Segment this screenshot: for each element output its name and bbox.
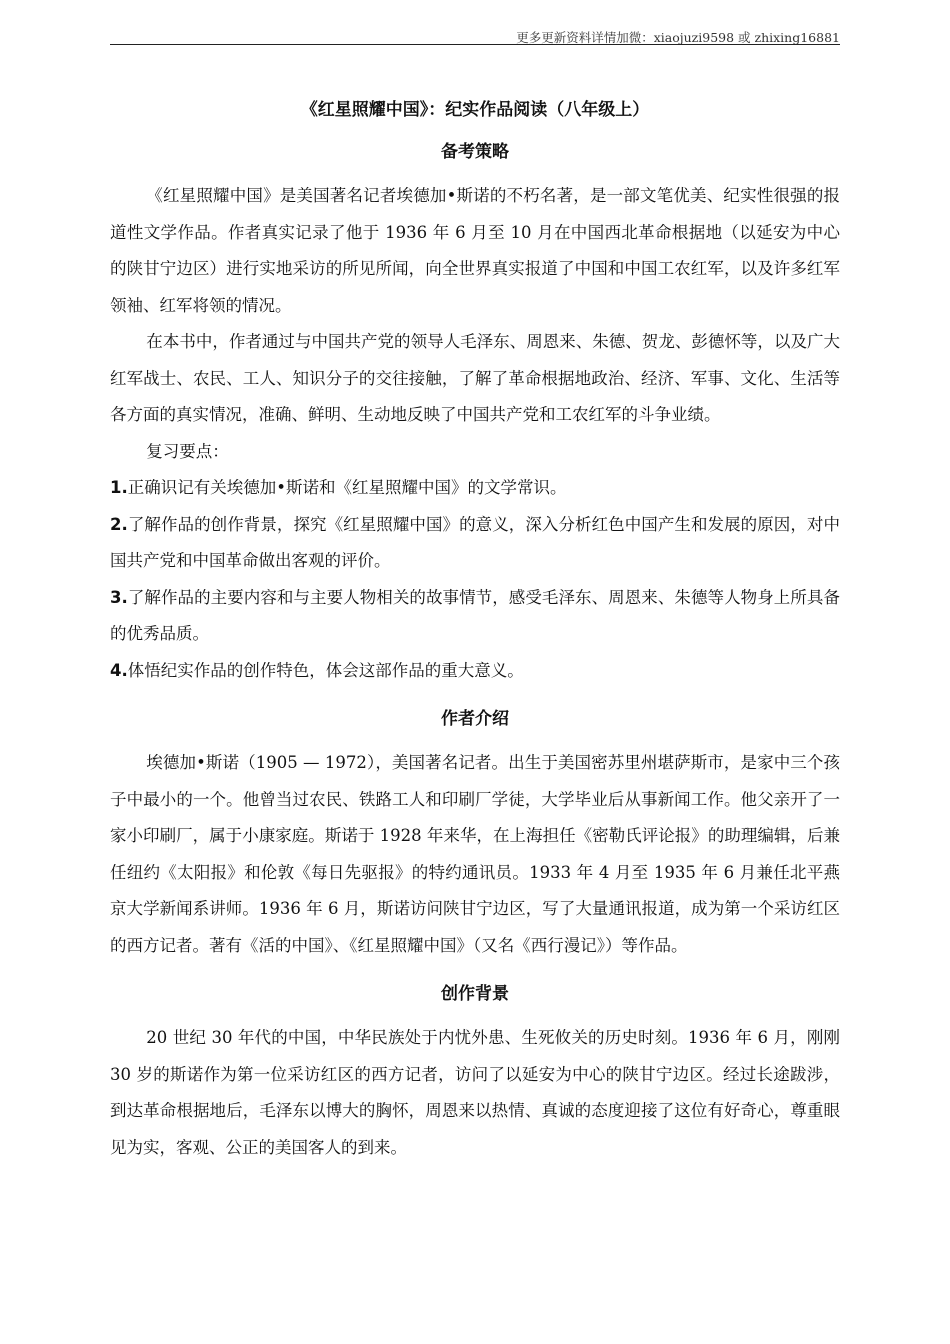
section-heading-strategy: 备考策略	[441, 142, 509, 162]
review-point-1	[110, 470, 840, 507]
review-point-text: 了解作品的主要内容和与主要人物相关的故事情节，感受毛泽东、周恩来、朱德等人物身上所具备的优秀品质。	[110, 587, 840, 643]
review-point-2	[110, 507, 840, 580]
review-point-number: 1.	[110, 478, 128, 497]
header-contact-text: 更多更新资料详情加微：xiaojuzi9598 或 zhixing16881	[516, 30, 840, 45]
review-point-number: 2.	[110, 514, 128, 534]
review-point-number: 3.	[110, 587, 128, 607]
background-paragraph: 20 世纪 30 年代的中国，中华民族处于内忧外患、生死攸关的历史时刻。1936 年 6 月，刚刚 30 岁的斯诺作为第一位采访红区的西方记者，访问了以延安为中心的陕甘宁边区。经过长途跋涉，到达革命根据地后，毛泽东以博大的胸怀，周恩来以热情、真诚的态度迎接了这位有好奇心，尊重眼见为实，客观、公正的美国客人的到来。	[110, 1028, 840, 1157]
author-paragraph: 埃德加•斯诺（1905 — 1972），美国著名记者。出生于美国密苏里州堪萨斯市，是家中三个孩子中最小的一个。他曾当过农民、铁路工人和印刷厂学徒，大学毕业后从事新闻工作。他父亲开了一家小印刷厂，属于小康家庭。斯诺于 1928 年来华，在上海担任《密勒氏评论报》的助理编辑，后兼任纽约《太阳报》和伦敦《每日先驱报》的特约通讯员。1933 年 4 月至 1935 年 6 月兼任北平燕京大学新闻系讲师。1936 年 6 月，斯诺访问陕甘宁边区，写了大量通讯报道，成为第一个采访红区的西方记者。著有《活的中国》、《红星照耀中国》（又名《西行漫记》）等作品。	[110, 753, 840, 955]
review-point-number: 4.	[110, 660, 128, 680]
review-point-text: 了解作品的创作背景，探究《红星照耀中国》的意义，深入分析红色中国产生和发展的原因，对中国共产党和中国革命做出客观的评价。	[110, 514, 840, 570]
document-title: 《红星照耀中国》：纪实作品阅读（八年级上）	[300, 100, 650, 120]
section-heading-background: 创作背景	[441, 984, 509, 1004]
strategy-paragraph-2: 在本书中，作者通过与中国共产党的领导人毛泽东、周恩来、朱德、贺龙、彭德怀等，以及广大红军战士、农民、工人、知识分子的交往接触，了解了革命根据地政治、经济、军事、文化、生活等各方面的真实情况，准确、鲜明、生动地反映了中国共产党和工农红军的斗争业绩。	[110, 332, 840, 424]
section-heading-author: 作者介绍	[441, 709, 509, 729]
document-body	[110, 92, 840, 1166]
review-point-text: 体悟纪实作品的创作特色，体会这部作品的重大意义。	[127, 660, 524, 680]
review-point-4	[110, 653, 840, 690]
review-point-3	[110, 580, 840, 653]
review-point-text: 正确识记有关埃德加•斯诺和《红星照耀中国》的文学常识。	[127, 478, 567, 497]
strategy-paragraph-1: 《红星照耀中国》是美国著名记者埃德加•斯诺的不朽名著，是一部文笔优美、纪实性很强的报道性文学作品。作者真实记录了他于 1936 年 6 月至 10 月在中国西北革命根据地（以延安为中心的陕甘宁边区）进行实地采访的所见所闻，向全世界真实报道了中国和中国工农红军，以及许多红军领袖、红军将领的情况。	[110, 186, 840, 315]
header-divider	[110, 44, 840, 45]
review-points-label: 复习要点：	[146, 441, 229, 461]
